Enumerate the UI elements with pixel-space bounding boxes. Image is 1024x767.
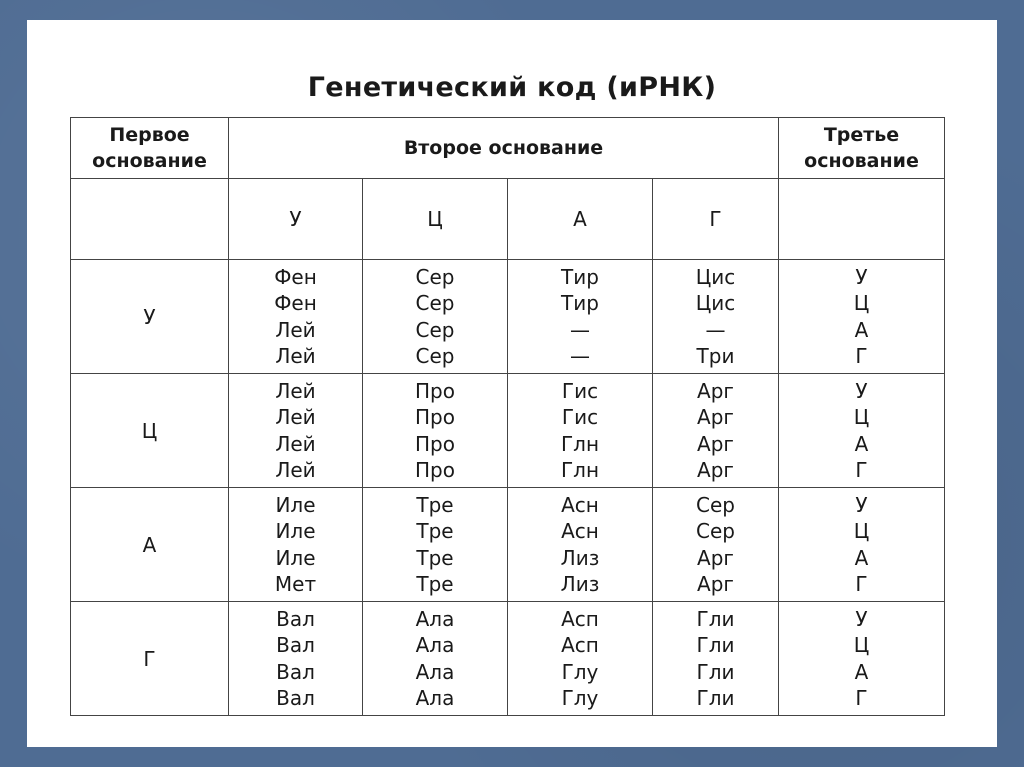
page-title: Генетический код (иРНК) bbox=[307, 72, 717, 103]
third-base: Ц bbox=[853, 405, 870, 429]
amino-acid-cell bbox=[508, 260, 653, 374]
amino-acid-cell bbox=[229, 374, 363, 488]
third-base: А bbox=[854, 659, 869, 684]
codon-group-row bbox=[71, 374, 945, 488]
second-base-row bbox=[71, 179, 945, 260]
amino-acid: Иле bbox=[275, 545, 316, 570]
first-base-cell: Ц bbox=[71, 374, 229, 488]
third-base: Г bbox=[855, 572, 868, 596]
amino-acid: Иле bbox=[275, 492, 316, 517]
empty-cell bbox=[71, 179, 229, 260]
third-base: Г bbox=[855, 686, 868, 710]
amino-acid: Лиз bbox=[560, 572, 600, 596]
amino-acid: Гли bbox=[696, 633, 735, 657]
amino-acid: Тре bbox=[416, 545, 454, 570]
third-base: Г bbox=[855, 458, 868, 482]
amino-acid: Про bbox=[415, 405, 455, 429]
third-base: У bbox=[855, 264, 868, 289]
second-base-label: Г bbox=[653, 179, 779, 260]
amino-acid: Ала bbox=[415, 606, 455, 631]
amino-acid-cell bbox=[653, 602, 779, 716]
amino-acid: Тре bbox=[416, 572, 454, 596]
amino-acid: Глн bbox=[560, 458, 600, 482]
amino-acid: Асн bbox=[561, 519, 599, 543]
amino-acid: Арг bbox=[697, 572, 734, 596]
amino-acid: Тир bbox=[561, 264, 599, 289]
third-base-cell bbox=[779, 260, 945, 374]
amino-acid: Тре bbox=[416, 492, 454, 517]
amino-acid: Глн bbox=[560, 431, 600, 456]
second-base-header: Второе основание bbox=[229, 118, 779, 179]
third-base: А bbox=[854, 545, 869, 570]
amino-acid-cell bbox=[363, 602, 508, 716]
amino-acid: Арг bbox=[697, 458, 734, 482]
amino-acid: Асп bbox=[561, 606, 599, 631]
amino-acid: Лей bbox=[275, 378, 316, 403]
amino-acid: Сер bbox=[415, 291, 455, 315]
third-base-cell bbox=[779, 488, 945, 602]
header-row bbox=[71, 118, 945, 179]
second-base-label: Ц bbox=[363, 179, 508, 260]
third-base-cell bbox=[779, 602, 945, 716]
amino-acid: Гис bbox=[561, 378, 599, 403]
amino-acid: Гли bbox=[696, 686, 735, 710]
amino-acid: Гли bbox=[696, 659, 735, 684]
codon-group-row bbox=[71, 602, 945, 716]
second-base-label: А bbox=[508, 179, 653, 260]
amino-acid: Ала bbox=[415, 633, 455, 657]
amino-acid: Арг bbox=[697, 545, 734, 570]
amino-acid: Лей bbox=[275, 344, 316, 368]
amino-acid-cell bbox=[653, 374, 779, 488]
third-base: У bbox=[855, 378, 868, 403]
amino-acid: Тре bbox=[416, 519, 454, 543]
amino-acid: Асп bbox=[561, 633, 599, 657]
amino-acid: — bbox=[570, 344, 590, 368]
third-base: У bbox=[855, 606, 868, 631]
amino-acid: Лей bbox=[275, 317, 316, 342]
amino-acid-cell bbox=[653, 260, 779, 374]
amino-acid: Про bbox=[415, 378, 455, 403]
amino-acid: Лей bbox=[275, 405, 316, 429]
amino-acid: Сер bbox=[415, 317, 455, 342]
amino-acid: Гли bbox=[696, 606, 735, 631]
amino-acid: Цис bbox=[695, 291, 736, 315]
amino-acid: Фен bbox=[274, 291, 317, 315]
amino-acid: Лиз bbox=[560, 545, 600, 570]
amino-acid-cell bbox=[229, 602, 363, 716]
amino-acid-cell bbox=[363, 260, 508, 374]
amino-acid: Вал bbox=[276, 606, 315, 631]
amino-acid: Сер bbox=[415, 344, 455, 368]
amino-acid: — bbox=[570, 317, 590, 342]
amino-acid: Вал bbox=[276, 659, 315, 684]
amino-acid: Фен bbox=[274, 264, 317, 289]
amino-acid: Гис bbox=[561, 405, 599, 429]
amino-acid: Про bbox=[415, 458, 455, 482]
empty-cell bbox=[779, 179, 945, 260]
second-base-label: У bbox=[229, 179, 363, 260]
amino-acid: Мет bbox=[274, 572, 317, 596]
amino-acid-cell bbox=[229, 488, 363, 602]
amino-acid-cell bbox=[508, 488, 653, 602]
third-base-header: Третье основание bbox=[779, 118, 945, 179]
amino-acid: Вал bbox=[276, 633, 315, 657]
amino-acid: Арг bbox=[697, 431, 734, 456]
genetic-code-table bbox=[70, 117, 945, 716]
amino-acid: Сер bbox=[415, 264, 455, 289]
amino-acid: Вал bbox=[276, 686, 315, 710]
amino-acid: Про bbox=[415, 431, 455, 456]
first-base-cell: Г bbox=[71, 602, 229, 716]
amino-acid: Арг bbox=[697, 405, 734, 429]
amino-acid: Ала bbox=[415, 686, 455, 710]
amino-acid-cell bbox=[508, 602, 653, 716]
codon-group-row bbox=[71, 260, 945, 374]
amino-acid: Глу bbox=[561, 686, 599, 710]
codon-group-row bbox=[71, 488, 945, 602]
amino-acid: Арг bbox=[697, 378, 734, 403]
amino-acid: Глу bbox=[561, 659, 599, 684]
first-base-cell: А bbox=[71, 488, 229, 602]
third-base: А bbox=[854, 431, 869, 456]
third-base: Ц bbox=[853, 519, 870, 543]
amino-acid: Лей bbox=[275, 458, 316, 482]
third-base-cell bbox=[779, 374, 945, 488]
amino-acid-cell bbox=[229, 260, 363, 374]
amino-acid-cell bbox=[363, 374, 508, 488]
amino-acid: Иле bbox=[275, 519, 316, 543]
third-base: Г bbox=[855, 344, 868, 368]
amino-acid: — bbox=[705, 317, 726, 342]
amino-acid: Асн bbox=[561, 492, 599, 517]
third-base: Ц bbox=[853, 633, 870, 657]
first-base-header: Первое основание bbox=[71, 118, 229, 179]
amino-acid: Лей bbox=[275, 431, 316, 456]
amino-acid: Ала bbox=[415, 659, 455, 684]
amino-acid: Сер bbox=[696, 519, 735, 543]
amino-acid: Цис bbox=[695, 264, 736, 289]
first-base-cell: У bbox=[71, 260, 229, 374]
amino-acid-cell bbox=[653, 488, 779, 602]
amino-acid-cell bbox=[363, 488, 508, 602]
third-base: А bbox=[854, 317, 869, 342]
amino-acid-cell bbox=[508, 374, 653, 488]
amino-acid: Три bbox=[696, 344, 735, 368]
amino-acid: Тир bbox=[561, 291, 599, 315]
third-base: Ц bbox=[853, 291, 870, 315]
third-base: У bbox=[855, 492, 868, 517]
amino-acid: Сер bbox=[696, 492, 735, 517]
